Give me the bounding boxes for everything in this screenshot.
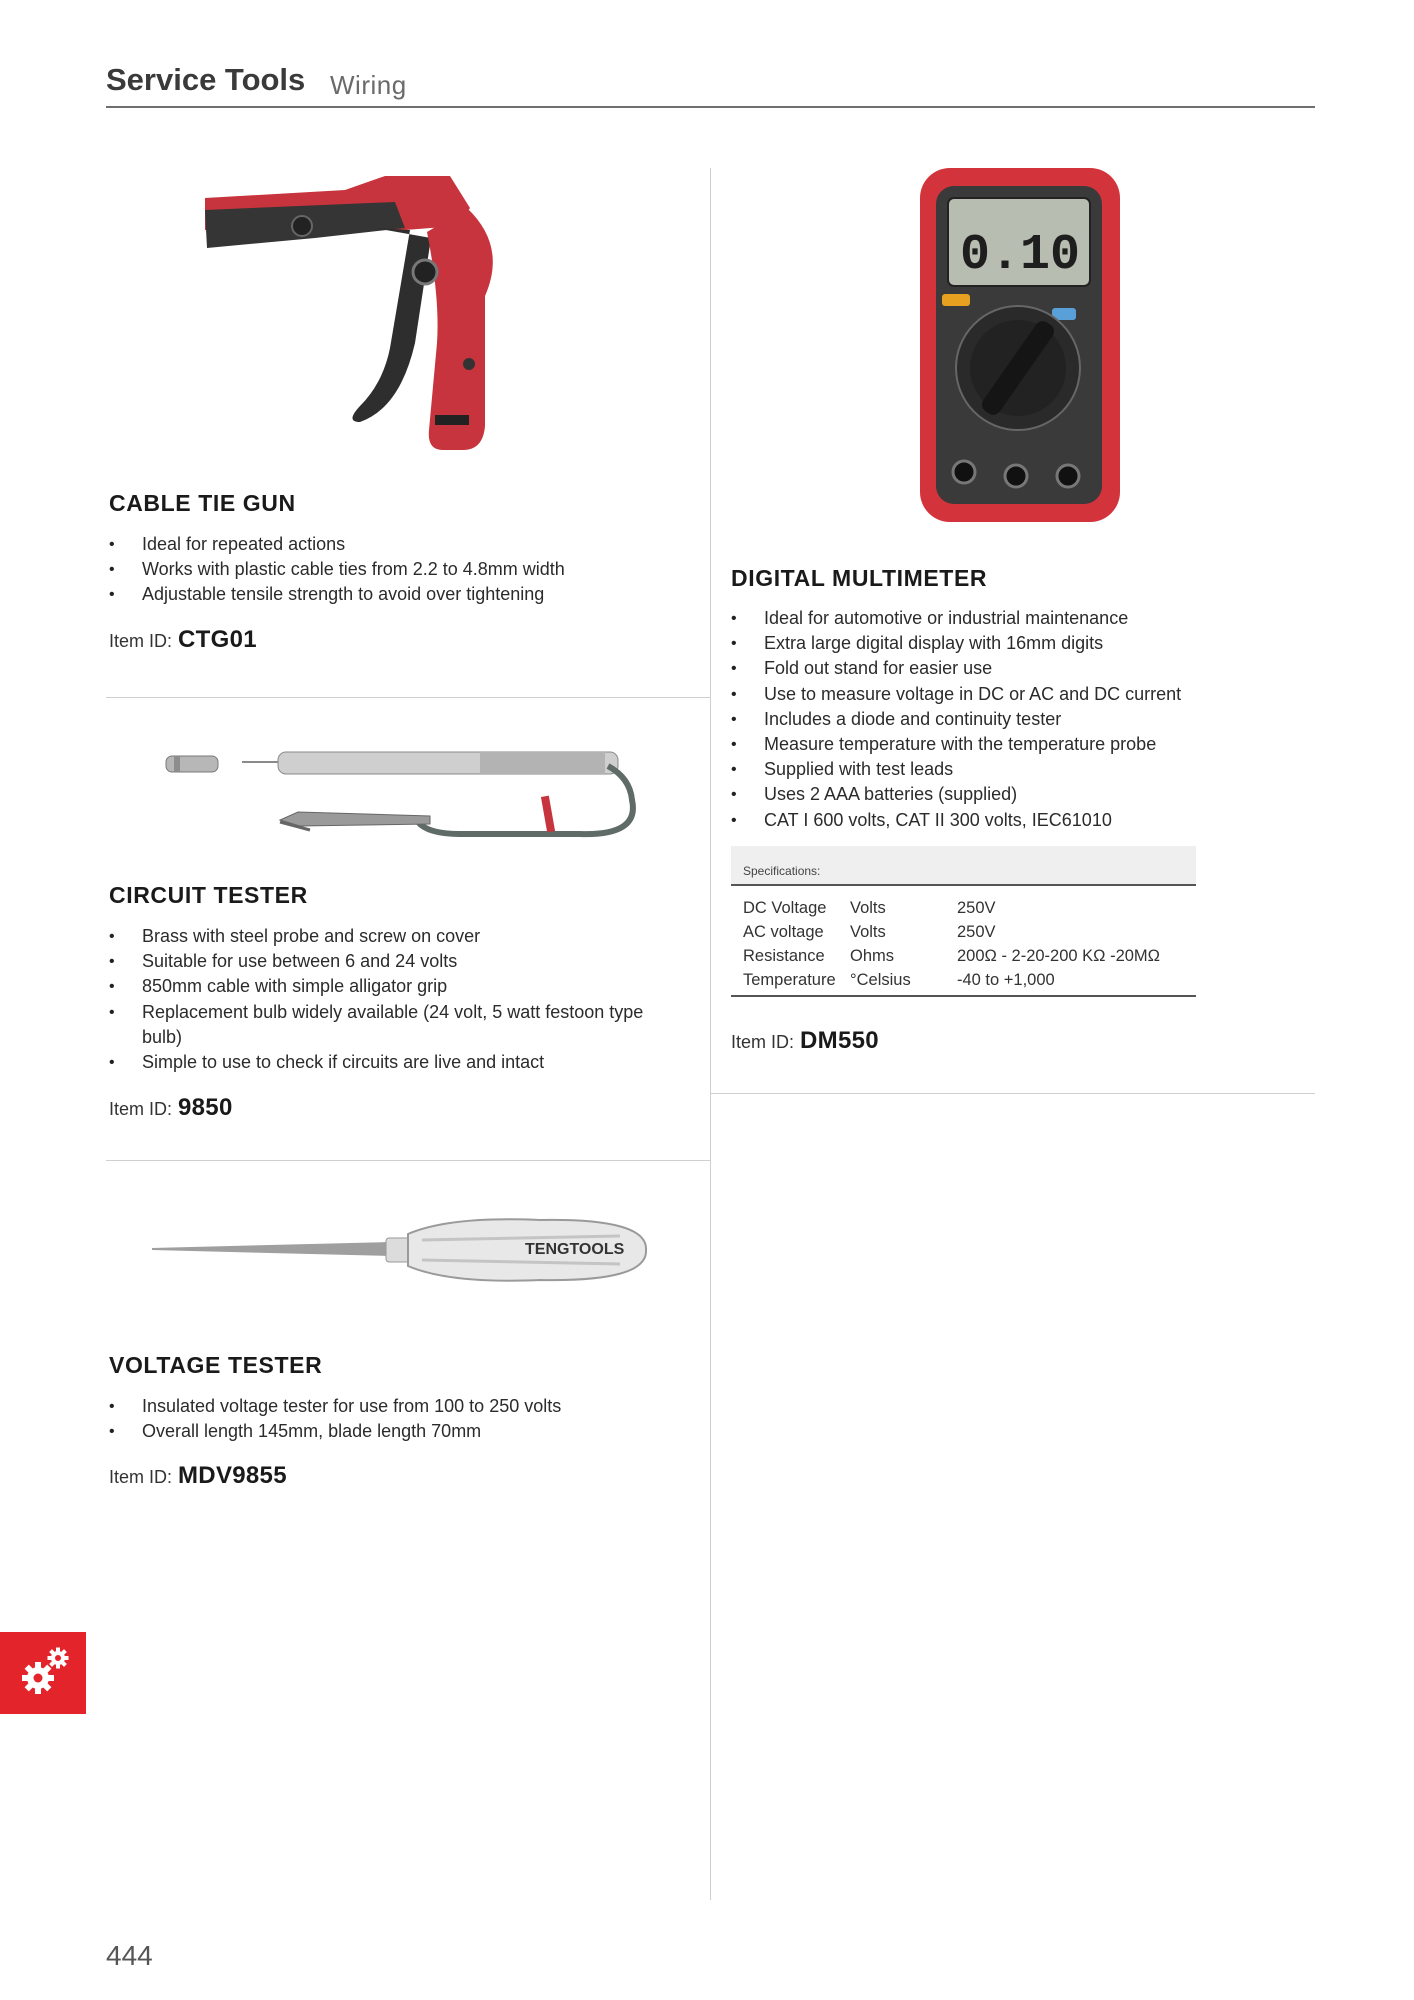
spec-name: Resistance (743, 947, 825, 965)
spec-row (731, 968, 1196, 992)
spec-unit: °Celsius (850, 971, 911, 989)
circuit-tester-image (160, 738, 640, 848)
spec-name: AC voltage (743, 923, 824, 941)
spec-name: DC Voltage (743, 899, 827, 917)
feature-item: • Simple to use to check if circuits are live and intact (109, 1050, 689, 1075)
feature-item: • Measure temperature with the temperature probe (731, 732, 1181, 757)
circuit-tester-item-id (109, 1094, 233, 1122)
spec-row (731, 920, 1196, 944)
circuit-tester-features (109, 924, 689, 1075)
item-id-label: Item ID: (109, 1099, 173, 1119)
feature-item: • Insulated voltage tester for use from 100 to 250 volts (109, 1394, 561, 1419)
feature-item: • Adjustable tensile strength to avoid over tightening (109, 582, 565, 607)
section-subtitle: Wiring (330, 70, 407, 100)
section-divider (106, 697, 710, 698)
voltage-tester-title: VOLTAGE TESTER (109, 1352, 323, 1378)
item-id-code: DM550 (800, 1027, 879, 1054)
gears-icon (0, 1632, 86, 1714)
digital-multimeter-features (731, 606, 1181, 833)
feature-item: • Works with plastic cable ties from 2.2 to 4.8mm width (109, 557, 565, 582)
item-id-label: Item ID: (109, 1467, 173, 1487)
column-divider (710, 168, 711, 1900)
feature-item: • Supplied with test leads (731, 757, 1181, 782)
digital-multimeter-image (912, 164, 1132, 526)
feature-item: • CAT I 600 volts, CAT II 300 volts, IEC61010 (731, 808, 1181, 833)
spec-row (731, 944, 1196, 968)
item-id-code: 9850 (178, 1094, 233, 1121)
spec-row (731, 896, 1196, 920)
spec-name: Temperature (743, 971, 836, 989)
feature-item: • Includes a diode and continuity tester (731, 707, 1181, 732)
spec-value: 250V (957, 899, 996, 917)
voltage-tester-image (150, 1210, 650, 1290)
multimeter-display-reading: 0.10 (959, 227, 1081, 284)
feature-item: • Ideal for repeated actions (109, 532, 565, 557)
feature-item: • Brass with steel probe and screw on cover (109, 924, 689, 949)
feature-item: • Suitable for use between 6 and 24 volts (109, 949, 689, 974)
feature-item: • Ideal for automotive or industrial maintenance (731, 606, 1181, 631)
spec-value: 200Ω - 2-20-200 KΩ -20MΩ (957, 947, 1161, 965)
feature-item: • Uses 2 AAA batteries (supplied) (731, 782, 1181, 807)
cable-tie-gun-item-id (109, 626, 257, 654)
feature-item: • Overall length 145mm, blade length 70mm (109, 1419, 561, 1444)
voltage-tester-brand-mark: TENGTOOLS (525, 1241, 625, 1258)
item-id-label: Item ID: (731, 1032, 795, 1052)
page-number: 444 (106, 1940, 153, 1971)
section-tab[interactable] (0, 1632, 86, 1714)
section-title: Service Tools (106, 62, 306, 97)
circuit-tester-title: CIRCUIT TESTER (109, 882, 308, 908)
item-id-code: CTG01 (178, 626, 257, 653)
voltage-tester-item-id (109, 1462, 287, 1490)
cable-tie-gun-title: CABLE TIE GUN (109, 490, 296, 516)
header-divider (106, 106, 1315, 108)
item-id-code: MDV9855 (178, 1462, 287, 1489)
cable-tie-gun-image (195, 168, 605, 468)
specifications-label: Specifications: (743, 864, 821, 878)
spec-value: -40 to +1,000 (957, 971, 1055, 989)
cable-tie-gun-features (109, 532, 565, 608)
feature-item: • Use to measure voltage in DC or AC and DC current (731, 682, 1181, 707)
specifications-header (731, 846, 1196, 886)
section-divider (711, 1093, 1315, 1094)
specifications-bottom-rule (731, 995, 1196, 997)
feature-item: • Fold out stand for easier use (731, 656, 1181, 681)
feature-item: • Replacement bulb widely available (24 volt, 5 watt festoon type bulb) (109, 1000, 662, 1050)
digital-multimeter-title: DIGITAL MULTIMETER (731, 565, 988, 591)
item-id-label: Item ID: (109, 631, 173, 651)
feature-item: • 850mm cable with simple alligator grip (109, 974, 689, 999)
digital-multimeter-item-id (731, 1027, 879, 1055)
spec-unit: Volts (850, 899, 886, 917)
section-divider (106, 1160, 710, 1161)
voltage-tester-features (109, 1394, 561, 1444)
feature-item: • Extra large digital display with 16mm digits (731, 631, 1181, 656)
spec-value: 250V (957, 923, 996, 941)
specifications-table (731, 896, 1196, 992)
spec-unit: Ohms (850, 947, 895, 965)
spec-unit: Volts (850, 923, 886, 941)
